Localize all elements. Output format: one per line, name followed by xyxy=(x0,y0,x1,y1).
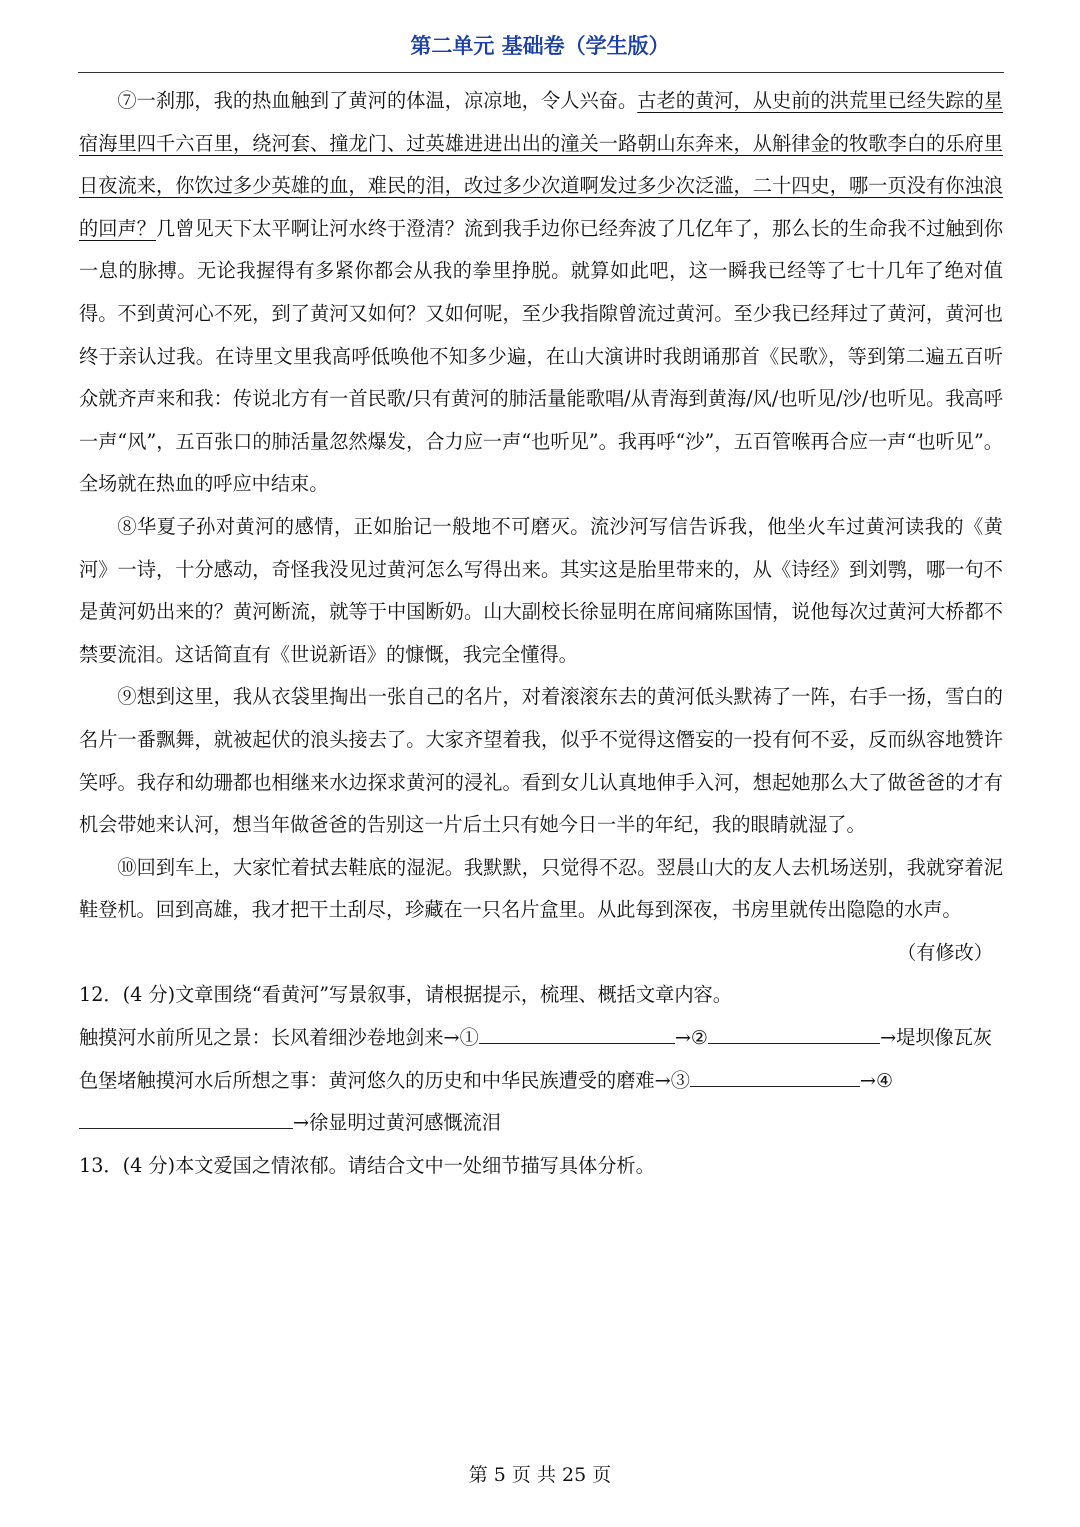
outline-text-3: →堤坝像瓦灰色堡堵触摸河水后所想之事：黄河悠久的历史和中华民族遭受的磨难→③ xyxy=(79,1026,993,1092)
paragraph-7-underlined-sentence: 古老的黄河，从史前的洪荒里已经失踪的星宿海里四千六百里，绕河套、撞龙门、过英雄进进出出的潼关一路朝山东奔来，从斛律金的牧歌李白的乐府里日夜流来，你饮过多少英雄的血，难民的泪，改过多少次道啊发过多少次泛滥，二十四史，哪一页没有你浊浪的回声？ xyxy=(79,89,1004,240)
paragraph-7-rest: 几曾见天下太平啊让河水终于澄清？流到我手边你已经奔波了几亿年了，那么长的生命我不过触到你一息的脉搏。无论我握得有多紧你都会从我的拳里挣脱。就算如此吧，这一瞬我已经等了七十几年了绝对值得。不到黄河心不死，到了黄河又如何？又如何呢，至少我指隙曾流过黄河。至少我已经拜过了黄河，黄河也终于亲认过我。在诗里文里我高呼低唤他不知多少遍，在山大演讲时我朗诵那首《民歌》，等到第二遍五百听众就齐声来和我：传说北方有一首民歌/只有黄河的肺活量能歌唱/从青海到黄海/风/也听见/沙/也听见。我高呼一声“风”，五百张口的肺活量忽然爆发，合力应一声“也听见”。我再呼“沙”，五百管喉再合应一声“也听见”。全场就在热血的呼应中结束。 xyxy=(79,216,1004,496)
paragraph-7-lead: ⑦一刹那，我的热血触到了黄河的体温，凉凉地，令人兴奋。 xyxy=(117,89,638,112)
source-note: （有修改） xyxy=(897,940,993,964)
outline-text-2: →② xyxy=(674,1026,709,1050)
outline-text-4: →④ xyxy=(859,1068,894,1092)
page-number: 第 5 页 共 25 页 xyxy=(468,1464,612,1486)
paragraph-10: ⑩回到车上，大家忙着拭去鞋底的湿泥。我默默，只觉得不忍。翌晨山大的友人去机场送别，我就穿着泥鞋登机。回到高雄，我才把干土刮尽，珍藏在一只名片盒里。从此每到深夜，书房里就传出隐隐的水声。 xyxy=(79,855,1003,922)
paragraph-7 xyxy=(79,80,1003,506)
header-divider xyxy=(78,72,1004,73)
outline-text-5: →徐显明过黄河感慨流泪 xyxy=(293,1111,501,1135)
paragraph-9: ⑨想到这里，我从衣袋里掏出一张自己的名片，对着滚滚东去的黄河低头默祷了一阵，右手一扬，雪白的名片一番飘舞，就被起伏的浪头接去了。大家齐望着我，似乎不觉得这僭妄的一投有何不妥，反而纵容地赞许笑呼。我存和幼珊都也相继来水边探求黄河的浸礼。看到女儿认真地伸手入河，想起她那么大了做爸爸的才有机会带她来认河，想当年做爸爸的告别这一片后土只有她今日一半的年纪，我的眼睛就湿了。 xyxy=(79,685,1003,837)
page-header-title: 第二单元 基础卷（学生版） xyxy=(410,34,670,58)
question-13-stem: 13．(4 分)本文爱国之情浓郁。请结合文中一处细节描写具体分析。 xyxy=(79,1153,655,1177)
answer-blank-2[interactable] xyxy=(708,1021,880,1044)
document-body xyxy=(79,80,1003,1187)
paragraph-8: ⑧华夏子孙对黄河的感情，正如胎记一般地不可磨灭。流沙河写信告诉我，他坐火车过黄河读我的《黄河》一诗，十分感动，奇怪我没见过黄河怎么写得出来。其实这是胎里带来的，从《诗经》到刘鹗，哪一句不是黄河奶出来的？黄河断流，就等于中国断奶。山大副校长徐显明在席间痛陈国情，说他每次过黄河大桥都不禁要流泪。这话简直有《世说新语》的慷慨，我完全懂得。 xyxy=(79,514,1003,666)
answer-blank-4[interactable] xyxy=(79,1106,293,1129)
outline-text-1: 触摸河水前所见之景：长风着细沙卷地剑来→① xyxy=(79,1026,479,1050)
answer-blank-3[interactable] xyxy=(690,1064,860,1087)
question-12-stem: 12．(4 分)文章围绕“看黄河”写景叙事，请根据提示，梳理、概括文章内容。 xyxy=(79,983,732,1007)
answer-blank-1[interactable] xyxy=(479,1021,675,1044)
question-12-outline xyxy=(79,1017,1003,1145)
